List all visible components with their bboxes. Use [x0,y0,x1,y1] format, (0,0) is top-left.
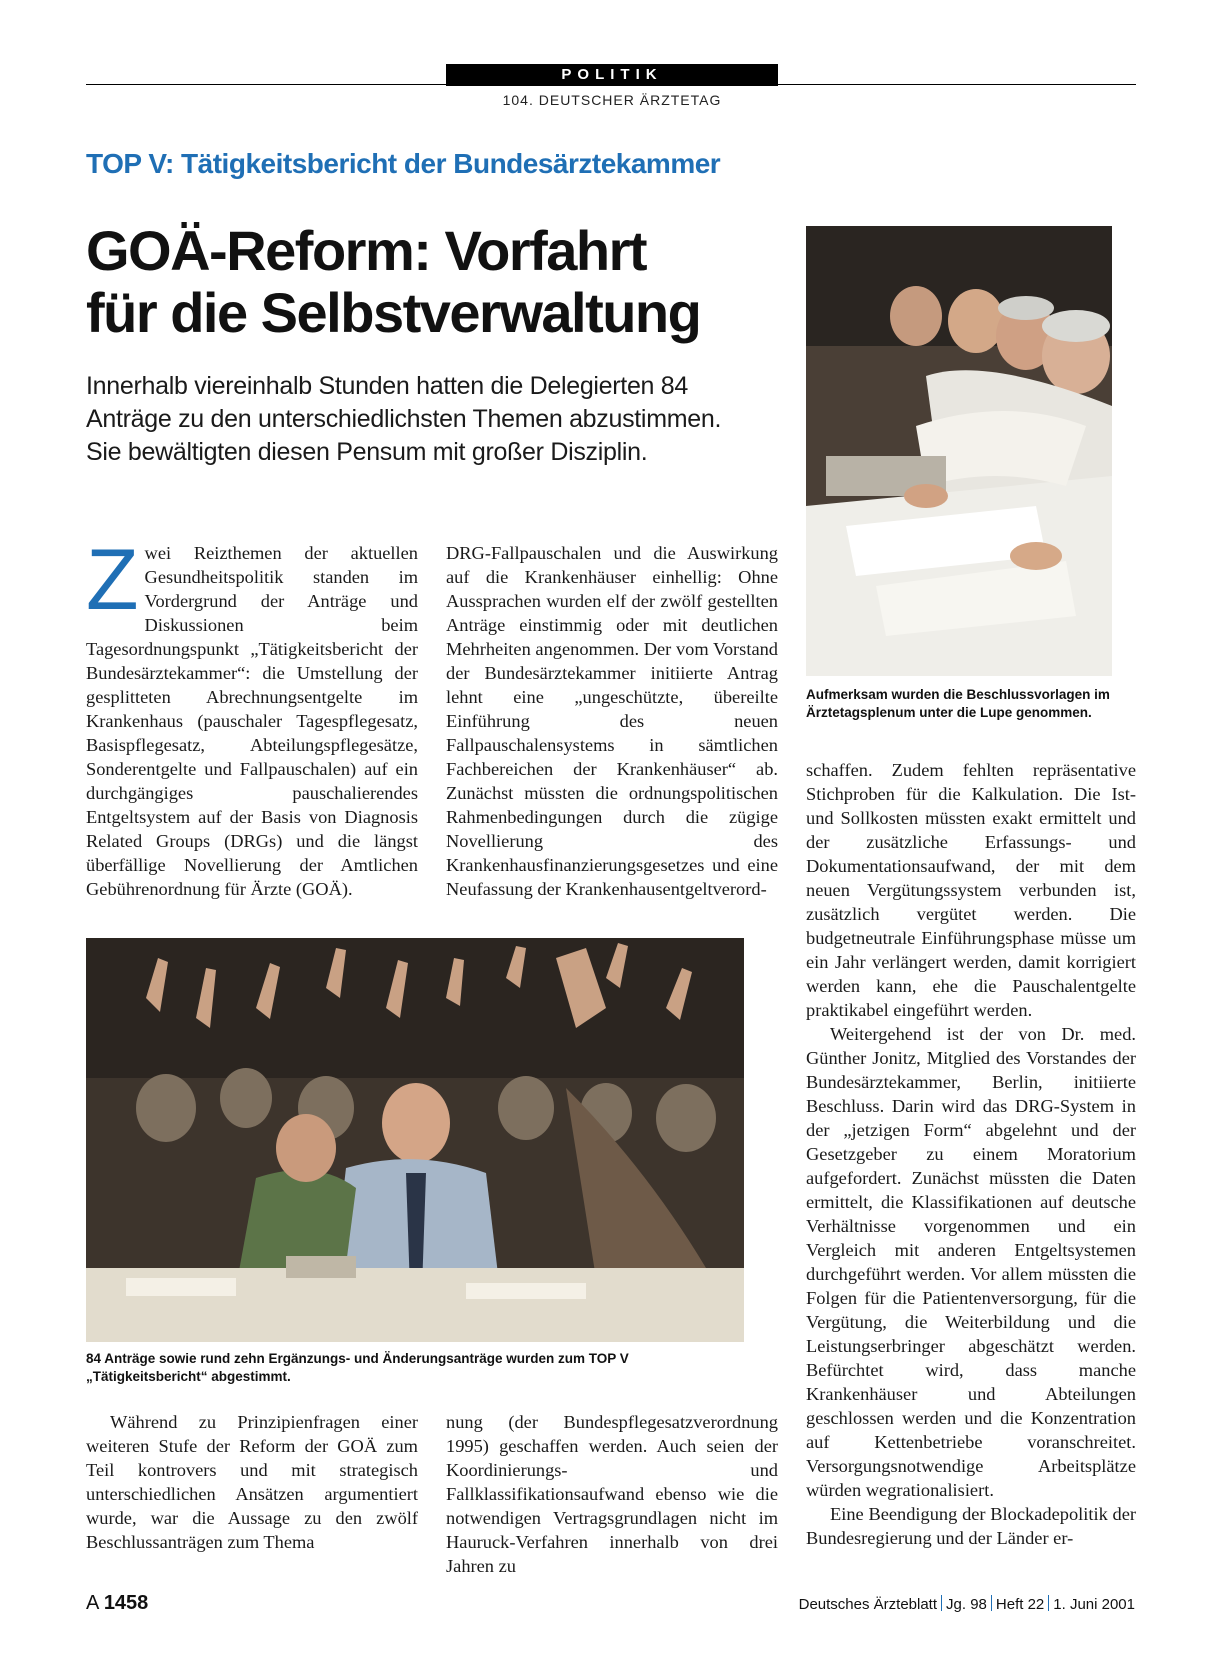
journal-issue: Heft 22 [995,1596,1045,1613]
photo-delegates-reading [806,226,1112,676]
body-column-2-top [446,541,778,901]
article-lead: Innerhalb viereinhalb Stunden hatten die Delegierten 84 Anträge zu den unterschiedlichsten Themen abzustimmen. Sie bewältigten diesen Pensum mit großer Disziplin. [86,372,722,466]
footer-separator [1048,1595,1049,1611]
body-text: Während zu Prinzipienfragen einer weiteren Stufe der Reform der GOÄ zum Teil kontrovers und mit strategisch unterschiedlichen Ansätzen argumentiert wurde, war die Aussage zu den zwölf Beschlussanträgen zum Thema [86,1412,418,1552]
journal-name: Deutsches Ärzteblatt [798,1596,938,1613]
header-rule-right [778,84,1136,85]
body-column-1-top [86,532,418,901]
publication-date: 1. Juni 2001 [1053,1596,1135,1613]
header-rule-left [86,84,446,85]
photo-caption-top: Aufmerksam wurden die Beschlussvorlagen im Ärztetagsplenum unter die Lupe genommen. [806,687,1110,720]
body-column-1-bottom [86,1410,418,1554]
page-number-value: 1458 [103,1592,149,1614]
photo-illustration [806,226,1112,676]
body-column-2-bottom [446,1410,778,1578]
section-label: POLITIK [446,64,778,86]
body-text: Weitergehend ist der von Dr. med. Günther Jonitz, Mitglied des Vorstandes der Bundesärztekammer, Berlin, initiierte Beschluss. Darin wird das DRG-System in der „jetzigen Form“ abgelehnt und der Gesetzgeber zu einem Moratorium aufgefordert. Zunächst müssten die Daten ermittelt, die Klassifikationen auf deutsche Verhältnisse vorgenommen und ein Vergleich mit anderen Entgeltsystemen durchgeführt werden. Vor allem müssten die Folgen für die Patientenversorgung, für die Vergütung, die Weiterbildung und die Leistungserbringer abgeschätzt werden. Befürchtet wird, dass manche Krankenhäuser und Abteilungen geschlossen werden und die Konzentration auf Kettenbetriebe voranschreitet. Versorgungsnotwendige Arbeitsplätze würden wegrationalisiert. [806,1024,1136,1500]
photo-voting-delegates [86,938,744,1342]
journal-volume: Jg. 98 [946,1596,987,1613]
page-number [86,1592,148,1615]
drop-cap: Z [86,532,139,628]
article-headline [86,220,766,344]
footer-separator [941,1595,942,1611]
body-text: schaffen. Zudem fehlten repräsentative Stichproben für die Kalkulation. Die Ist- und Sollkosten müssten exakt ermittelt und der zusätzliche Erfassungs- und Dokumentationsaufwand, der mit dem neuen Vergütungssystem verbunden ist, zusätzlich vergütet werden. Die budgetneutrale Einführungsphase müsse um ein Jahr verlängert werden, damit korrigiert werden kann, ehe die Pauschalentgelte praktikabel eingeführt werden. [806,760,1136,1020]
body-text: DRG-Fallpauschalen und die Auswirkung auf die Krankenhäuser einhellig: Ohne Aussprachen wurden elf der zwölf gestellten Anträge einstimmig oder mit deutlichen Mehrheiten angenommen. Der vom Vorstand der Bundesärztekammer initiierte Antrag lehnt eine „ungeschützte, übereilte Einführung des neuen Fallpauschalensystems in sämtlichen Fachbereichen der Krankenhäuser“ ab. Zunächst müssten die ordnungspolitischen Rahmenbedingungen durch die zügige Novellierung des Krankenhausfinanzierungsgesetzes und eine Neufassung der Krankenhausentgeltverord- [446,543,778,899]
body-column-3 [806,758,1136,1550]
body-text: Eine Beendigung der Blockadepolitik der Bundesregierung und der Länder er- [806,1504,1136,1548]
body-text: wei Reizthemen der aktuellen Gesundheitspolitik standen im Vordergrund der Anträge und Diskussionen beim Tagesordnungspunkt „Tätigkeitsbericht der Bundesärztekammer“: die Umstellung der gesplitteten Abrechnungsentgelte im Krankenhaus (pauschaler Tagespflegesatz, Basispflegesatz, Abteilungspflegesätze, Sonderentgelte und Fallpauschalen) auf ein durchgängiges pauschalierendes Entgeltsystem auf der Basis von Diagnosis Related Groups (DRGs) und die längst überfällige Novellierung der Amtlichen Gebührenordnung für Ärzte (GOÄ). [86,543,418,899]
headline-line-2: für die Selbstverwaltung [86,281,701,344]
body-text: nung (der Bundespflegesatzverordnung 1995) geschaffen werden. Auch seien der Koordinierungs- und Fallklassifikationsaufwand ebenso wie die notwendigen Vertragsgrundlagen nicht im Hauruck-Verfahren innerhalb von drei Jahren zu [446,1412,778,1576]
headline-line-1: GOÄ-Reform: Vorfahrt [86,219,647,282]
photo-caption-bottom: 84 Anträge sowie rund zehn Ergänzungs- und Änderungsanträge wurden zum TOP V „Tätigkeitsbericht“ abgestimmt. [86,1351,629,1384]
photo-illustration [86,938,744,1342]
footer-info [799,1595,1135,1613]
page-prefix: A [86,1592,99,1614]
section-subtitle: 104. DEUTSCHER ÄRZTETAG [502,92,722,108]
article-topline: TOP V: Tätigkeitsbericht der Bundesärztekammer [86,148,721,179]
footer-separator [991,1595,992,1611]
